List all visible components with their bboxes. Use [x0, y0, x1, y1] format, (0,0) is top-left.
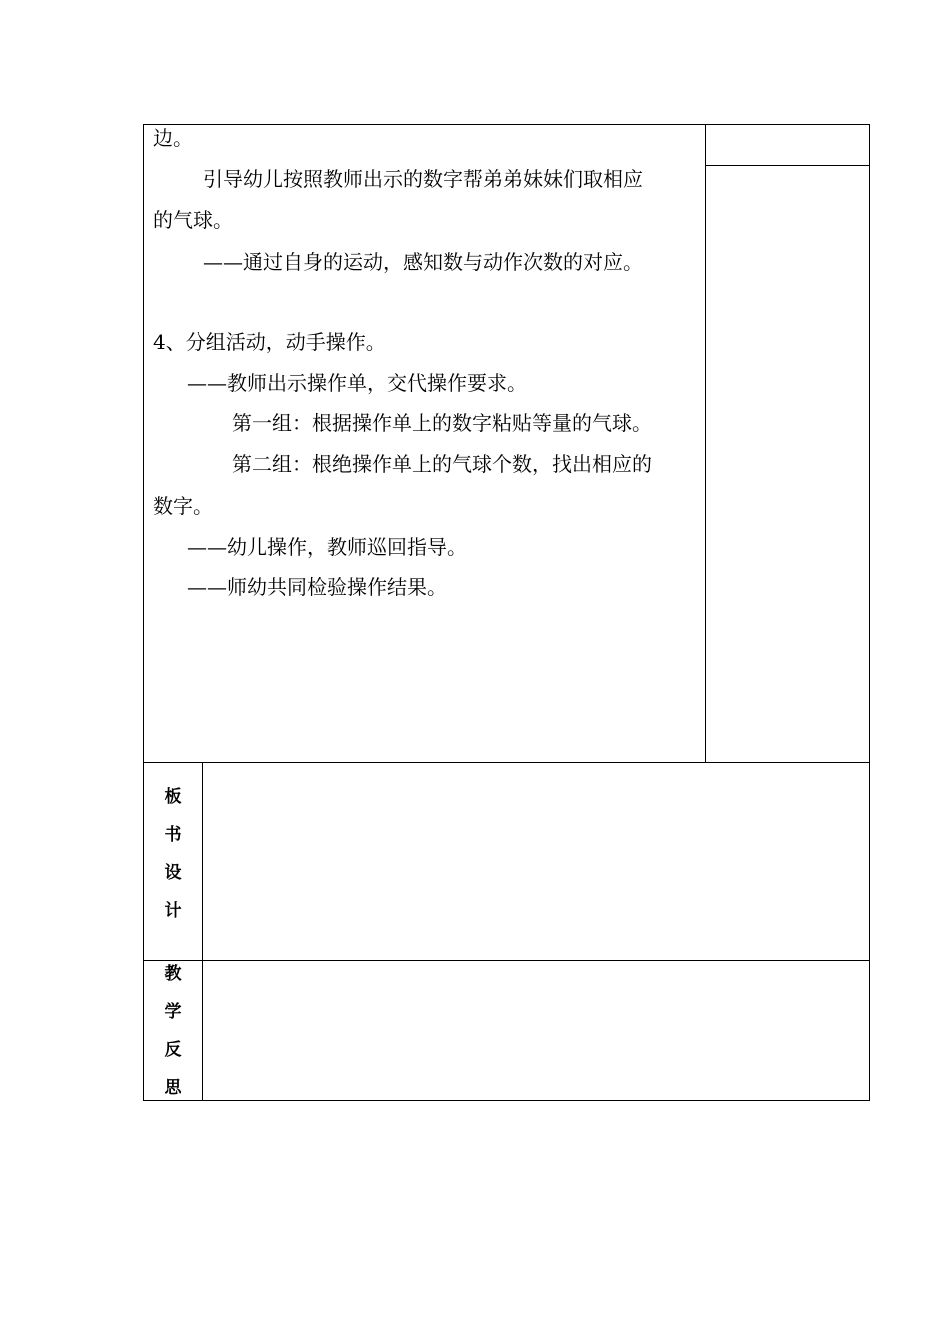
content-line-6: ——教师出示操作单，交代操作要求。 [187, 371, 527, 395]
content-section-bottom-border [143, 762, 870, 763]
board-design-label-char: 计 [164, 901, 182, 921]
content-line-1: 边。 [153, 126, 193, 150]
teaching-reflection-label-char: 思 [164, 1078, 182, 1098]
content-line-9: 数字。 [153, 494, 213, 518]
board-design-label-char: 书 [164, 825, 182, 845]
board-design-label-char: 设 [164, 863, 182, 883]
table-right-border [869, 124, 870, 1101]
table-top-border [143, 124, 870, 125]
side-column-row-divider [705, 165, 870, 166]
content-line-8: 第二组：根绝操作单上的气球个数，找出相应的 [232, 452, 652, 476]
content-line-10: ——幼儿操作，教师巡回指导。 [187, 535, 467, 559]
board-design-row-bottom-border [143, 960, 870, 961]
teaching-reflection-label-char: 反 [164, 1040, 182, 1060]
teaching-reflection-label-char: 学 [164, 1002, 182, 1022]
board-design-label-char: 板 [164, 787, 182, 807]
table-left-border [143, 124, 144, 1101]
teaching-reflection-label-char: 教 [164, 964, 182, 984]
content-line-3: 的气球。 [153, 208, 233, 232]
side-column-divider [705, 124, 706, 763]
content-line-4: ——通过自身的运动，感知数与动作次数的对应。 [203, 250, 643, 274]
content-line-5: 4、分组活动，动手操作。 [153, 330, 386, 354]
content-line-11: ——师幼共同检验操作结果。 [187, 575, 447, 599]
table-bottom-border [143, 1100, 870, 1101]
label-column-divider [202, 762, 203, 1101]
content-line-7: 第一组：根据操作单上的数字粘贴等量的气球。 [232, 411, 652, 435]
content-line-2: 引导幼儿按照教师出示的数字帮弟弟妹妹们取相应 [203, 167, 643, 191]
